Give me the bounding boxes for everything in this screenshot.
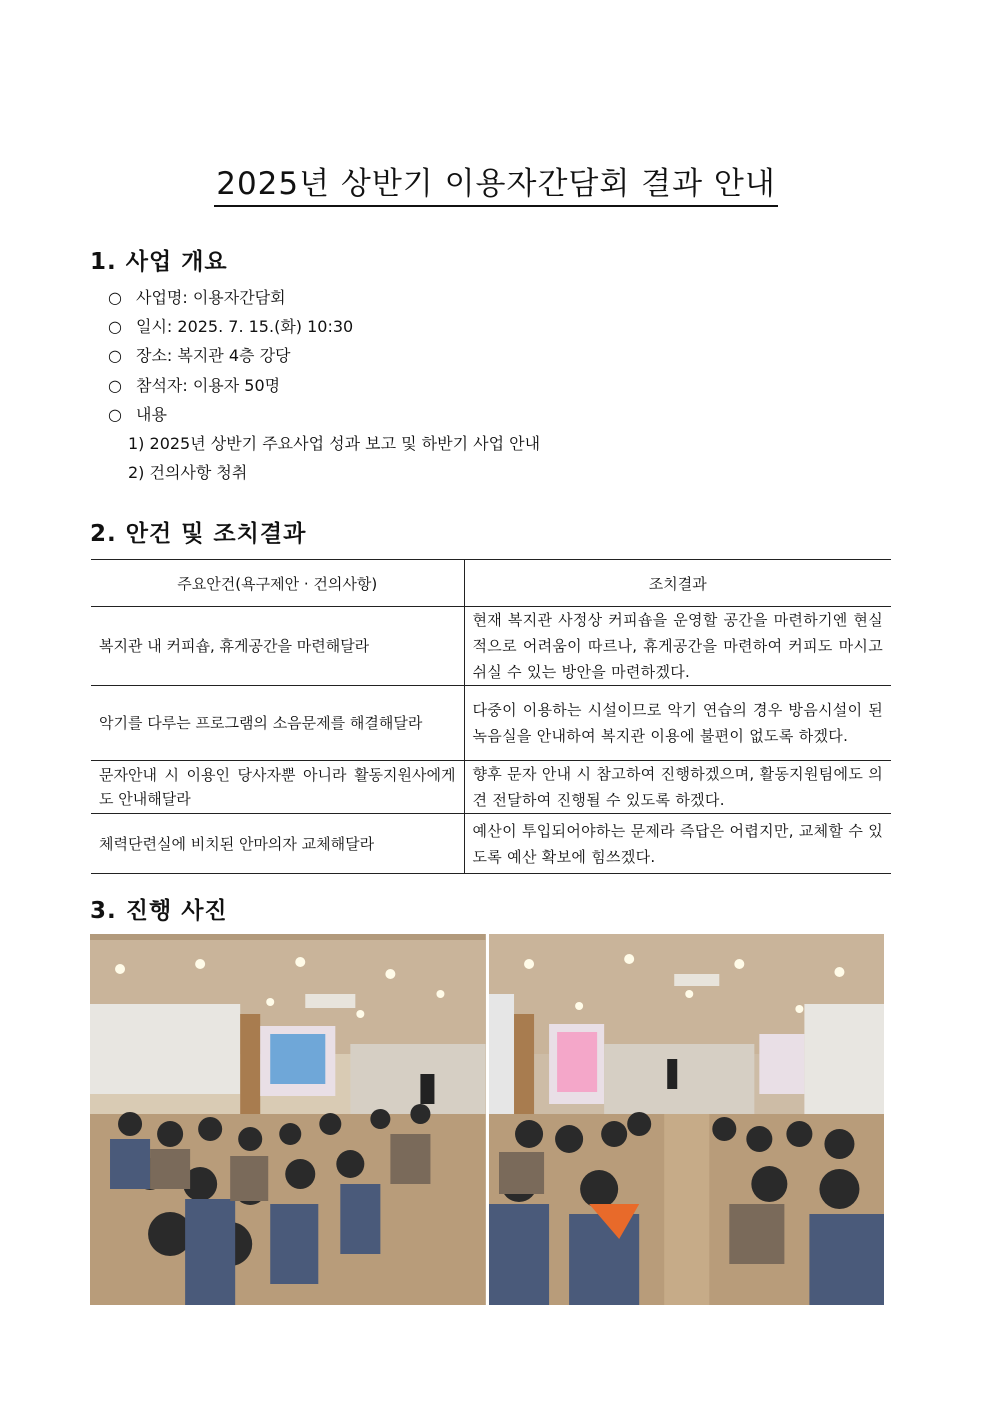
overview-item-content: ○ 내용 xyxy=(108,405,167,424)
circle-bullet-icon: ○ xyxy=(108,346,122,365)
content-subitem-2: 2) 건의사항 청취 xyxy=(128,463,248,482)
overview-item-attendees: ○ 참석자: 이용자 50명 xyxy=(108,376,281,395)
section1-heading: 1. 사업 개요 xyxy=(90,249,228,275)
overview-item-program: ○ 사업명: 이용자간담회 xyxy=(108,288,286,307)
table-row xyxy=(91,761,891,814)
section2-heading: 2. 안건 및 조치결과 xyxy=(90,521,307,547)
document-title: 2025년 상반기 이용자간담회 결과 안내 xyxy=(0,158,992,203)
table-header-row xyxy=(91,560,891,607)
overview-item-date: ○ 일시: 2025. 7. 15.(화) 10:30 xyxy=(108,317,354,336)
request-cell: 복지관 내 커피숍, 휴게공간을 마련해달라 xyxy=(91,607,464,686)
request-cell: 악기를 다루는 프로그램의 소음문제를 해결해달라 xyxy=(91,686,464,761)
result-cell: 현재 복지관 사정상 커피숍을 운영할 공간을 마련하기엔 현실적으로 어려움이 따르나, 휴게공간을 마련하여 커피도 마시고 쉬실 수 있는 방안을 마련하겠다. xyxy=(464,607,891,686)
content-subitem-1: 1) 2025년 상반기 주요사업 성과 보고 및 하반기 사업 안내 xyxy=(128,434,541,453)
table-row xyxy=(91,686,891,761)
table-row xyxy=(91,814,891,874)
result-cell: 예산이 투입되어야하는 문제라 즉답은 어렵지만, 교체할 수 있도록 예산 확보에 힘쓰겠다. xyxy=(464,814,891,874)
table-row xyxy=(91,607,891,686)
event-photo-left xyxy=(90,934,486,1305)
result-cell: 다중이 이용하는 시설이므로 악기 연습의 경우 방음시설이 된 녹음실을 안내하여 복지관 이용에 불편이 없도록 하겠다. xyxy=(464,686,891,761)
event-photo-right xyxy=(489,934,885,1305)
circle-bullet-icon: ○ xyxy=(108,317,122,336)
column-header-request: 주요안건(욕구제안 · 건의사항) xyxy=(91,560,464,607)
circle-bullet-icon: ○ xyxy=(108,405,122,424)
column-header-result: 조치결과 xyxy=(464,560,891,607)
request-cell: 체력단련실에 비치된 안마의자 교체해달라 xyxy=(91,814,464,874)
overview-item-place: ○ 장소: 복지관 4층 강당 xyxy=(108,346,291,365)
issues-table xyxy=(91,559,891,874)
section3-heading: 3. 진행 사진 xyxy=(90,898,228,924)
circle-bullet-icon: ○ xyxy=(108,376,122,395)
circle-bullet-icon: ○ xyxy=(108,288,122,307)
request-cell: 문자안내 시 이용인 당사자뿐 아니라 활동지원사에게도 안내해달라 xyxy=(91,761,464,814)
result-cell: 향후 문자 안내 시 참고하여 진행하겠으며, 활동지원팀에도 의견 전달하여 진행될 수 있도록 하겠다. xyxy=(464,761,891,814)
event-photos xyxy=(90,934,884,1305)
